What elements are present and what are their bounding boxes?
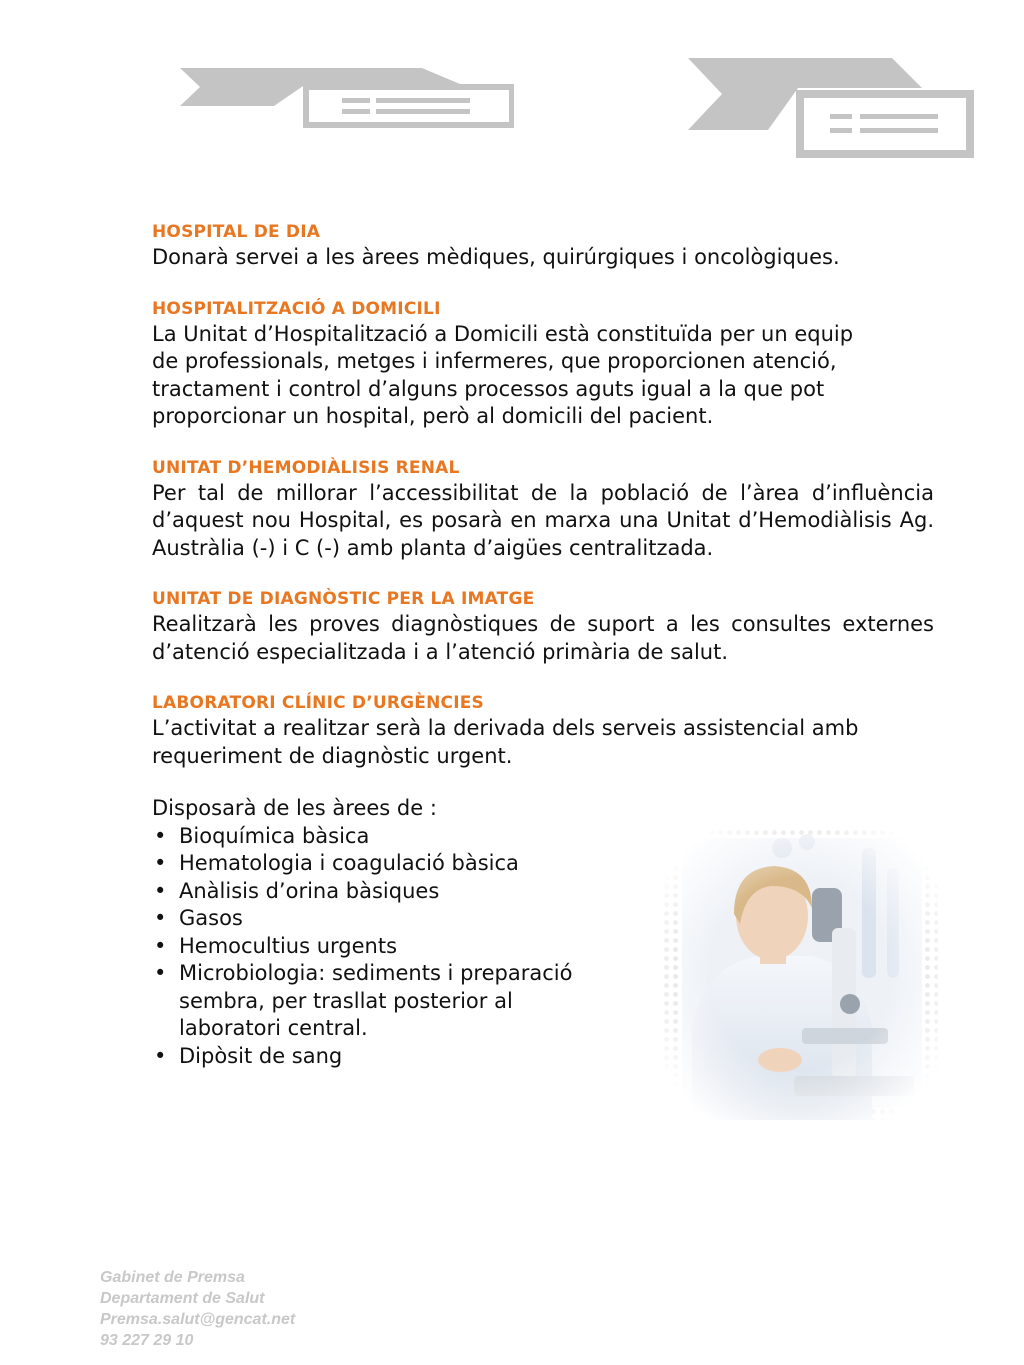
press-office-footer [100,1267,295,1351]
section-heading: UNITAT D’HEMODIÀLISIS RENAL [152,457,460,478]
section-heading: HOSPITALITZACIÓ A DOMICILI [152,298,441,319]
list-item: • Hemocultius urgents [152,933,934,961]
section-laboratori-urgencies [152,691,934,770]
section-hemodialisis [152,456,934,563]
footer-office: Gabinet de Premsa [100,1269,245,1286]
footer-department: Departament de Salut [100,1290,265,1307]
list-item: • Dipòsit de sang [152,1043,934,1071]
areas-intro: Disposarà de les àrees de : [152,796,437,820]
list-item: • Hematologia i coagulació bàsica [152,850,934,878]
footer-email: Premsa.salut@gencat.net [100,1311,296,1328]
section-text: La Unitat d’Hospitalització a Domicili està constituïda per un equip de professionals, metges i infermeres, que proporcionen atenció, tractament i control d’alguns processos aguts igual a la que pot proporcionar un hospital, però al domicili del pacient. [152,321,854,428]
section-text: Per tal de millorar l’accessibilitat de la població de l’àrea d’influència d’aquest nou Hospital, es posarà en marxa una Unitat d’Hemodiàlisis Ag. Austràlia (-) i C (-) amb planta d’aigües centralitzada. [152,480,934,560]
section-hospitalitzacio-domicili [152,297,934,431]
list-item: • Bioquímica bàsica [152,823,934,851]
section-heading: UNITAT DE DIAGNÒSTIC PER LA IMATGE [152,589,535,609]
footer-phone: 93 227 29 10 [100,1332,194,1349]
department-logo-icon [178,66,514,128]
list-item: • Gasos [152,905,934,933]
section-heading: LABORATORI CLÍNIC D’URGÈNCIES [152,693,485,713]
section-hospital-de-dia [152,220,934,272]
section-text: L’activitat a realitzar serà la derivada dels serveis assistencial amb requeriment de diagnòstic urgent. [152,716,859,768]
section-text: Realitzarà les proves diagnòstiques de suport a les consultes externes d’atenció especialitzada i a l’atenció primària de salut. [152,612,934,664]
section-diagnostic-imatge [152,587,934,666]
list-item: • Anàlisis d’orina bàsiques [152,878,934,906]
list-item: • Microbiologia: sediments i preparació sembra, per trasllat posterior al laboratori central. [152,960,934,1043]
department-logo-icon [686,56,976,160]
section-text: Donarà servei a les àrees mèdiques, quirúrgiques i oncològiques. [152,245,840,269]
section-heading: HOSPITAL DE DIA [152,222,321,242]
lab-microscope-photo [662,828,938,1120]
